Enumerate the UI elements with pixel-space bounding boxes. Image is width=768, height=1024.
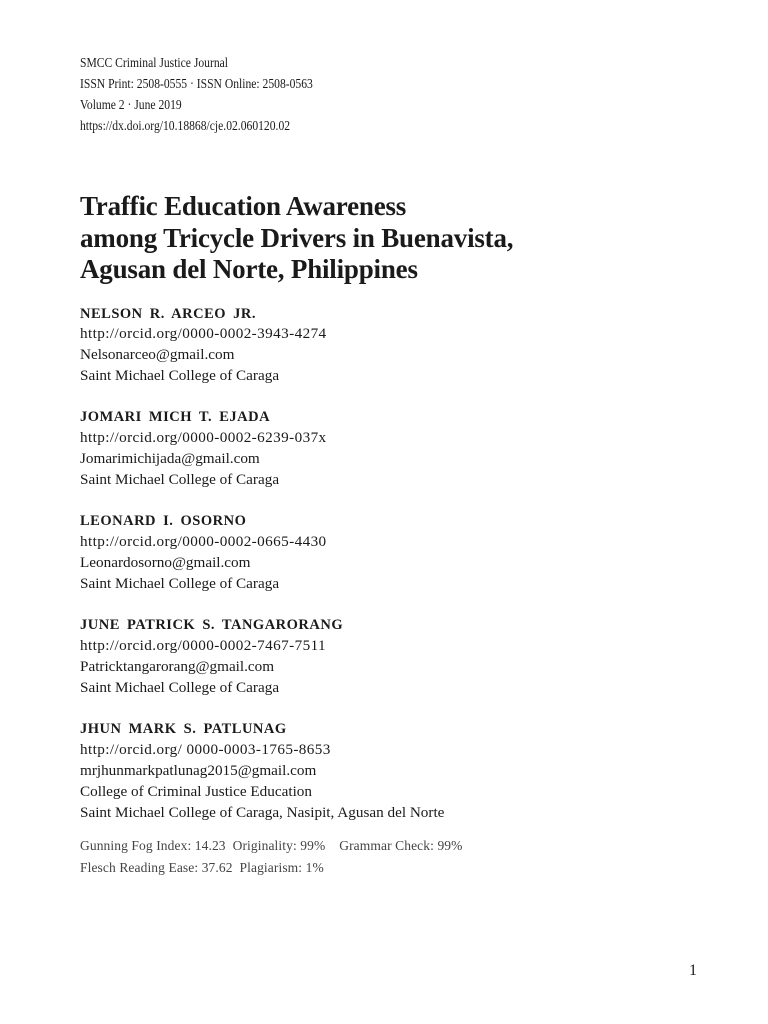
gunning-fog-index: Gunning Fog Index: 14.23 <box>80 838 226 854</box>
author-name: JOMARI MICH T. EJADA <box>80 409 271 426</box>
page-number: 1 <box>689 962 697 979</box>
journal-header <box>80 52 630 136</box>
journal-doi-link[interactable]: https://dx.doi.org/10.18868/cje.02.060120.02 <box>80 118 291 133</box>
author-name: JHUN MARK S. PATLUNAG <box>80 721 287 738</box>
author-orcid-link[interactable]: http://orcid.org/ 0000-0003-1765-8653 <box>80 741 331 759</box>
author-email-link[interactable]: Leonardosorno@gmail.com <box>80 554 251 572</box>
flesch-reading-ease: Flesch Reading Ease: 37.62 <box>80 859 233 875</box>
grammar-check-score: Grammar Check: 99% <box>339 838 463 854</box>
author-name: NELSON R. ARCEO JR. <box>80 305 257 322</box>
author-block <box>80 615 720 698</box>
author-block <box>80 511 720 594</box>
author-email-link[interactable]: Nelsonarceo@gmail.com <box>80 346 235 364</box>
author-affiliation: Saint Michael College of Caraga <box>80 470 280 488</box>
author-orcid-link[interactable]: http://orcid.org/0000-0002-6239-037x <box>80 429 327 447</box>
author-block <box>80 719 720 823</box>
author-orcid-link[interactable]: http://orcid.org/0000-0002-0665-4430 <box>80 533 327 551</box>
author-affiliation-secondary: Saint Michael College of Caraga, Nasipit, Agusan del Norte <box>80 803 445 821</box>
originality-score: Originality: 99% <box>232 838 326 854</box>
title-line-2: among Tricycle Drivers in Buenavista, <box>80 222 514 253</box>
author-name: JUNE PATRICK S. TANGARORANG <box>80 617 344 634</box>
article-first-page <box>80 52 720 878</box>
author-block <box>80 407 720 490</box>
title-line-1: Traffic Education Awareness <box>80 191 407 221</box>
metrics-row-2 <box>80 857 720 879</box>
author-email-link[interactable]: mrjhunmarkpatlunag2015@gmail.com <box>80 762 317 780</box>
author-affiliation: Saint Michael College of Caraga <box>80 574 280 592</box>
author-affiliation: College of Criminal Justice Education <box>80 782 312 800</box>
journal-issn: ISSN Print: 2508-0555 · ISSN Online: 2508-0563 <box>80 76 313 91</box>
title-line-3: Agusan del Norte, Philippines <box>80 254 418 284</box>
metrics-row-1 <box>80 835 720 857</box>
readability-metrics <box>80 835 720 878</box>
author-affiliation: Saint Michael College of Caraga <box>80 366 280 384</box>
author-name: LEONARD I. OSORNO <box>80 513 247 530</box>
author-list <box>80 304 720 824</box>
author-email-link[interactable]: Patricktangarorang@gmail.com <box>80 658 275 676</box>
author-block <box>80 304 720 387</box>
author-orcid-link[interactable]: http://orcid.org/0000-0002-3943-4274 <box>80 325 327 343</box>
journal-name: SMCC Criminal Justice Journal <box>80 55 229 70</box>
article-title <box>80 191 720 286</box>
plagiarism-score: Plagiarism: 1% <box>239 859 324 875</box>
author-email-link[interactable]: Jomarimichijada@gmail.com <box>80 450 260 468</box>
author-affiliation: Saint Michael College of Caraga <box>80 678 280 696</box>
journal-volume: Volume 2 · June 2019 <box>80 97 182 112</box>
author-orcid-link[interactable]: http://orcid.org/0000-0002-7467-7511 <box>80 637 326 655</box>
